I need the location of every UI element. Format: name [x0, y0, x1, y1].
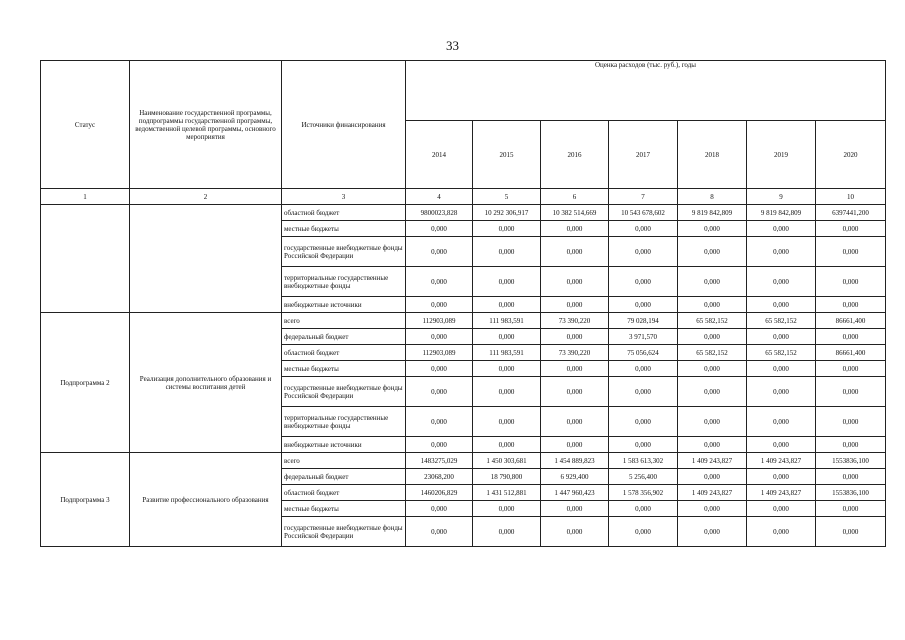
header-sources: Источники финансирования: [282, 61, 406, 189]
funding-source-cell: местные бюджеты: [282, 501, 406, 517]
table-row: [41, 313, 886, 329]
amount-cell: 0,000: [747, 361, 816, 377]
funding-source-cell: областной бюджет: [282, 345, 406, 361]
amount-cell: 0,000: [816, 297, 886, 313]
amount-cell: 1 409 243,827: [747, 485, 816, 501]
program-name-cell: Развитие профессионального образования: [130, 453, 282, 547]
funding-source-cell: внебюджетные источники: [282, 437, 406, 453]
column-number: 2: [130, 189, 282, 205]
program-name-cell: Реализация дополнительного образования и системы воспитания детей: [130, 313, 282, 453]
column-number: 3: [282, 189, 406, 205]
amount-cell: 0,000: [816, 377, 886, 407]
amount-cell: 0,000: [747, 407, 816, 437]
amount-cell: 9800023,828: [406, 205, 473, 221]
amount-cell: 0,000: [406, 377, 473, 407]
amount-cell: 0,000: [473, 267, 541, 297]
amount-cell: 0,000: [541, 297, 609, 313]
amount-cell: 0,000: [747, 437, 816, 453]
amount-cell: 0,000: [816, 237, 886, 267]
amount-cell: 1553836,100: [816, 485, 886, 501]
amount-cell: 79 028,194: [609, 313, 678, 329]
amount-cell: 0,000: [473, 501, 541, 517]
amount-cell: 0,000: [609, 501, 678, 517]
amount-cell: 0,000: [473, 237, 541, 267]
header-year: 2017: [609, 121, 678, 189]
amount-cell: 0,000: [747, 469, 816, 485]
amount-cell: 0,000: [609, 517, 678, 547]
amount-cell: 65 582,152: [747, 313, 816, 329]
amount-cell: 0,000: [541, 407, 609, 437]
amount-cell: 9 819 842,809: [747, 205, 816, 221]
funding-source-cell: областной бюджет: [282, 205, 406, 221]
amount-cell: 0,000: [473, 361, 541, 377]
funding-source-cell: государственные внебюджетные фонды Российской Федерации: [282, 377, 406, 407]
header-year: 2018: [678, 121, 747, 189]
amount-cell: 112903,089: [406, 345, 473, 361]
amount-cell: 6397441,200: [816, 205, 886, 221]
funding-source-cell: государственные внебюджетные фонды Российской Федерации: [282, 237, 406, 267]
amount-cell: 0,000: [541, 437, 609, 453]
amount-cell: 18 790,800: [473, 469, 541, 485]
column-number: 7: [609, 189, 678, 205]
amount-cell: 0,000: [678, 297, 747, 313]
amount-cell: 65 582,152: [678, 345, 747, 361]
funding-source-cell: местные бюджеты: [282, 221, 406, 237]
amount-cell: 0,000: [816, 221, 886, 237]
amount-cell: 0,000: [473, 407, 541, 437]
column-number: 1: [41, 189, 130, 205]
amount-cell: 0,000: [678, 469, 747, 485]
amount-cell: 0,000: [406, 437, 473, 453]
funding-source-cell: территориальные государственные внебюджетные фонды: [282, 407, 406, 437]
header-year: 2019: [747, 121, 816, 189]
amount-cell: 0,000: [678, 237, 747, 267]
status-cell: [41, 205, 130, 313]
page-number: 33: [446, 38, 459, 53]
amount-cell: 0,000: [406, 221, 473, 237]
amount-cell: 0,000: [678, 221, 747, 237]
funding-source-cell: областной бюджет: [282, 485, 406, 501]
table-row: [41, 453, 886, 469]
amount-cell: 0,000: [816, 407, 886, 437]
amount-cell: 0,000: [609, 437, 678, 453]
amount-cell: 73 390,220: [541, 345, 609, 361]
amount-cell: 0,000: [406, 517, 473, 547]
amount-cell: 0,000: [747, 329, 816, 345]
status-cell: Подпрограмма 2: [41, 313, 130, 453]
header-status: Статус: [41, 61, 130, 189]
amount-cell: 0,000: [747, 221, 816, 237]
column-number: 6: [541, 189, 609, 205]
amount-cell: 0,000: [406, 267, 473, 297]
amount-cell: 0,000: [678, 267, 747, 297]
amount-cell: 0,000: [406, 501, 473, 517]
amount-cell: 0,000: [541, 237, 609, 267]
amount-cell: 0,000: [678, 407, 747, 437]
program-name-cell: [130, 205, 282, 313]
amount-cell: 0,000: [541, 267, 609, 297]
funding-source-cell: всего: [282, 313, 406, 329]
funding-source-cell: внебюджетные источники: [282, 297, 406, 313]
amount-cell: 0,000: [609, 377, 678, 407]
amount-cell: 1 431 512,881: [473, 485, 541, 501]
column-number: 8: [678, 189, 747, 205]
amount-cell: 1 450 303,681: [473, 453, 541, 469]
amount-cell: 1 583 613,302: [609, 453, 678, 469]
amount-cell: 0,000: [816, 329, 886, 345]
amount-cell: 0,000: [678, 377, 747, 407]
amount-cell: 0,000: [473, 221, 541, 237]
amount-cell: 0,000: [473, 517, 541, 547]
amount-cell: 3 971,570: [609, 329, 678, 345]
amount-cell: 0,000: [747, 377, 816, 407]
amount-cell: 0,000: [541, 517, 609, 547]
funding-source-cell: всего: [282, 453, 406, 469]
amount-cell: 10 292 306,917: [473, 205, 541, 221]
amount-cell: 0,000: [747, 297, 816, 313]
status-cell: Подпрограмма 3: [41, 453, 130, 547]
amount-cell: 1553836,100: [816, 453, 886, 469]
header-year: 2014: [406, 121, 473, 189]
amount-cell: 6 929,400: [541, 469, 609, 485]
amount-cell: 73 390,220: [541, 313, 609, 329]
amount-cell: 0,000: [473, 329, 541, 345]
amount-cell: 0,000: [406, 361, 473, 377]
amount-cell: 111 983,591: [473, 313, 541, 329]
amount-cell: 1 447 960,423: [541, 485, 609, 501]
amount-cell: 0,000: [816, 501, 886, 517]
amount-cell: 0,000: [816, 267, 886, 297]
amount-cell: 0,000: [473, 377, 541, 407]
amount-cell: 0,000: [816, 361, 886, 377]
amount-cell: 0,000: [406, 407, 473, 437]
amount-cell: 0,000: [678, 329, 747, 345]
header-year: 2015: [473, 121, 541, 189]
column-number: 10: [816, 189, 886, 205]
amount-cell: 0,000: [609, 407, 678, 437]
amount-cell: 1460206,829: [406, 485, 473, 501]
amount-cell: 0,000: [541, 221, 609, 237]
amount-cell: 1 409 243,827: [747, 453, 816, 469]
header-expenses: Оценка расходов (тыс. руб.), годы: [406, 61, 886, 121]
amount-cell: 65 582,152: [678, 313, 747, 329]
funding-source-cell: местные бюджеты: [282, 361, 406, 377]
budget-table: [40, 60, 886, 547]
amount-cell: 23068,200: [406, 469, 473, 485]
amount-cell: 65 582,152: [747, 345, 816, 361]
amount-cell: 1 578 356,902: [609, 485, 678, 501]
amount-cell: 0,000: [609, 361, 678, 377]
amount-cell: 0,000: [541, 361, 609, 377]
amount-cell: 0,000: [609, 267, 678, 297]
amount-cell: 1483275,029: [406, 453, 473, 469]
amount-cell: 0,000: [747, 501, 816, 517]
amount-cell: 1 409 243,827: [678, 453, 747, 469]
column-number: 5: [473, 189, 541, 205]
amount-cell: 75 056,624: [609, 345, 678, 361]
amount-cell: 0,000: [678, 361, 747, 377]
header-year: 2016: [541, 121, 609, 189]
amount-cell: 0,000: [747, 267, 816, 297]
amount-cell: 0,000: [541, 377, 609, 407]
amount-cell: 86661,400: [816, 313, 886, 329]
amount-cell: 0,000: [747, 517, 816, 547]
table-row: [41, 205, 886, 221]
funding-source-cell: федеральный бюджет: [282, 469, 406, 485]
funding-source-cell: федеральный бюджет: [282, 329, 406, 345]
amount-cell: 10 382 514,669: [541, 205, 609, 221]
column-number: 9: [747, 189, 816, 205]
amount-cell: 112903,089: [406, 313, 473, 329]
header-name: Наименование государственной программы, подпрограммы государственной программы, ведомственной целевой программы, основного мероприятия: [130, 61, 282, 189]
amount-cell: 0,000: [406, 237, 473, 267]
amount-cell: 0,000: [816, 437, 886, 453]
amount-cell: 0,000: [678, 437, 747, 453]
amount-cell: 1 409 243,827: [678, 485, 747, 501]
amount-cell: 0,000: [678, 517, 747, 547]
amount-cell: 0,000: [541, 501, 609, 517]
amount-cell: 0,000: [816, 469, 886, 485]
amount-cell: 86661,400: [816, 345, 886, 361]
column-number: 4: [406, 189, 473, 205]
amount-cell: 0,000: [609, 221, 678, 237]
amount-cell: 0,000: [473, 297, 541, 313]
amount-cell: 0,000: [816, 517, 886, 547]
amount-cell: 1 454 889,823: [541, 453, 609, 469]
amount-cell: 5 256,400: [609, 469, 678, 485]
amount-cell: 0,000: [541, 329, 609, 345]
amount-cell: 0,000: [473, 437, 541, 453]
amount-cell: 0,000: [609, 237, 678, 267]
amount-cell: 0,000: [678, 501, 747, 517]
funding-source-cell: территориальные государственные внебюджетные фонды: [282, 267, 406, 297]
amount-cell: 10 543 678,602: [609, 205, 678, 221]
header-year: 2020: [816, 121, 886, 189]
amount-cell: 0,000: [406, 297, 473, 313]
amount-cell: 0,000: [747, 237, 816, 267]
amount-cell: 0,000: [406, 329, 473, 345]
amount-cell: 9 819 842,809: [678, 205, 747, 221]
amount-cell: 111 983,591: [473, 345, 541, 361]
amount-cell: 0,000: [609, 297, 678, 313]
funding-source-cell: государственные внебюджетные фонды Российской Федерации: [282, 517, 406, 547]
